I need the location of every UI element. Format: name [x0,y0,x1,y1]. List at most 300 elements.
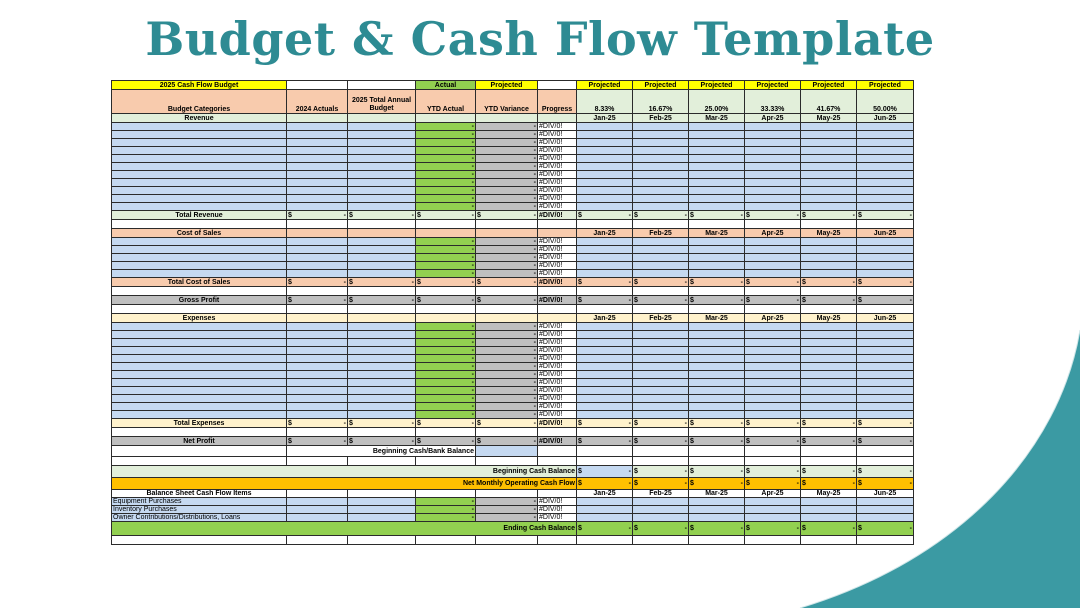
actuals-2024-input[interactable] [287,371,348,379]
empty-cell[interactable] [801,446,857,457]
month-input[interactable] [801,246,857,254]
month-input[interactable] [745,371,801,379]
month-input[interactable] [633,371,689,379]
month-input[interactable] [801,347,857,355]
actuals-2024-input[interactable] [287,195,348,203]
actuals-2024-input[interactable] [287,187,348,195]
revenue-category-input[interactable] [112,131,287,139]
empty-cell[interactable] [287,536,348,545]
empty-cell[interactable] [633,446,689,457]
header-blank[interactable] [348,490,416,498]
month-input[interactable] [857,363,914,371]
actuals-2024-input[interactable] [287,254,348,262]
month-input[interactable] [857,379,914,387]
empty-cell[interactable] [801,305,857,314]
month-input[interactable] [633,411,689,419]
empty-cell[interactable] [689,446,745,457]
annual-budget-input[interactable] [348,203,416,211]
expenses-category-input[interactable] [112,387,287,395]
month-input[interactable] [577,371,633,379]
header-blank[interactable] [476,314,538,323]
month-input[interactable] [689,403,745,411]
month-input[interactable] [633,246,689,254]
expenses-category-input[interactable] [112,371,287,379]
month-input[interactable] [857,171,914,179]
actuals-2024-input[interactable] [287,323,348,331]
month-input[interactable] [745,254,801,262]
empty-cell[interactable] [689,457,745,466]
empty-cell[interactable] [112,305,287,314]
month-input[interactable] [689,131,745,139]
empty-cell[interactable] [287,428,348,437]
month-input[interactable] [801,379,857,387]
empty-cell[interactable] [745,446,801,457]
header-blank[interactable] [538,490,577,498]
empty-cell[interactable] [801,428,857,437]
month-input[interactable] [689,355,745,363]
item-month-input[interactable] [745,514,801,522]
month-input[interactable] [857,387,914,395]
month-input[interactable] [577,171,633,179]
month-input[interactable] [857,355,914,363]
month-input[interactable] [857,395,914,403]
header-blank[interactable] [476,490,538,498]
expenses-category-input[interactable] [112,403,287,411]
month-input[interactable] [801,363,857,371]
empty-cell[interactable] [745,536,801,545]
month-input[interactable] [745,379,801,387]
empty-cell[interactable] [801,220,857,229]
month-input[interactable] [689,155,745,163]
actuals-2024-input[interactable] [287,347,348,355]
empty-cell[interactable] [348,457,416,466]
month-input[interactable] [633,331,689,339]
actuals-2024-input[interactable] [287,331,348,339]
month-input[interactable] [577,163,633,171]
empty-cell[interactable] [416,305,476,314]
month-input[interactable] [633,270,689,278]
expenses-category-input[interactable] [112,411,287,419]
month-input[interactable] [857,347,914,355]
month-input[interactable] [857,246,914,254]
month-input[interactable] [745,171,801,179]
empty-cell[interactable] [577,287,633,296]
month-input[interactable] [633,395,689,403]
empty-cell[interactable] [633,536,689,545]
empty-cell[interactable] [287,457,348,466]
revenue-category-input[interactable] [112,195,287,203]
month-input[interactable] [745,246,801,254]
annual-budget-input[interactable] [348,123,416,131]
empty-cell[interactable] [857,220,914,229]
month-input[interactable] [801,203,857,211]
month-input[interactable] [633,203,689,211]
empty-cell[interactable] [287,287,348,296]
header-blank[interactable] [348,114,416,123]
month-input[interactable] [857,131,914,139]
empty-cell[interactable] [538,428,577,437]
empty-cell[interactable] [689,287,745,296]
actuals-2024-input[interactable] [287,387,348,395]
month-input[interactable] [689,371,745,379]
month-input[interactable] [577,270,633,278]
month-input[interactable] [577,254,633,262]
actuals-2024-input[interactable] [287,270,348,278]
month-input[interactable] [801,403,857,411]
month-input[interactable] [801,323,857,331]
empty-cell[interactable] [538,287,577,296]
header-blank[interactable] [287,229,348,238]
month-input[interactable] [633,195,689,203]
annual-budget-input[interactable] [348,262,416,270]
expenses-category-input[interactable] [112,323,287,331]
actuals-2024-input[interactable] [287,163,348,171]
item-month-input[interactable] [745,506,801,514]
empty-cell[interactable] [538,220,577,229]
month-input[interactable] [577,339,633,347]
month-input[interactable] [801,139,857,147]
header-blank[interactable] [538,314,577,323]
month-input[interactable] [577,179,633,187]
empty-cell[interactable] [633,220,689,229]
month-input[interactable] [857,187,914,195]
month-input[interactable] [801,123,857,131]
month-input[interactable] [633,155,689,163]
month-input[interactable] [689,363,745,371]
annual-budget-input[interactable] [348,246,416,254]
annual-budget-input[interactable] [348,323,416,331]
month-input[interactable] [745,387,801,395]
month-input[interactable] [689,147,745,155]
empty-cell[interactable] [633,287,689,296]
month-input[interactable] [745,270,801,278]
empty-cell[interactable] [745,287,801,296]
actuals-2024-input[interactable] [287,395,348,403]
month-input[interactable] [577,195,633,203]
balance-sheet-item-label[interactable]: Equipment Purchases [112,498,287,506]
month-input[interactable] [689,246,745,254]
revenue-category-input[interactable] [112,155,287,163]
item-month-input[interactable] [801,498,857,506]
month-input[interactable] [801,395,857,403]
expenses-category-input[interactable] [112,379,287,387]
actuals-2024-input[interactable] [287,203,348,211]
item-month-input[interactable] [745,498,801,506]
actuals-2024-input[interactable] [287,171,348,179]
actuals-2024-input[interactable] [287,147,348,155]
empty-cell[interactable] [801,457,857,466]
header-blank[interactable] [476,114,538,123]
header-blank[interactable] [287,490,348,498]
month-input[interactable] [577,246,633,254]
item-month-input[interactable] [857,498,914,506]
annual-budget-input[interactable] [348,387,416,395]
empty-cell[interactable] [112,457,287,466]
month-input[interactable] [633,238,689,246]
header-blank[interactable] [538,229,577,238]
month-input[interactable] [577,403,633,411]
month-input[interactable] [745,155,801,163]
month-input[interactable] [689,411,745,419]
month-input[interactable] [633,179,689,187]
empty-cell[interactable] [112,220,287,229]
month-input[interactable] [857,262,914,270]
month-input[interactable] [633,163,689,171]
blank-cell[interactable] [348,81,416,90]
month-input[interactable] [745,179,801,187]
month-input[interactable] [745,203,801,211]
empty-cell[interactable] [633,457,689,466]
month-input[interactable] [577,203,633,211]
month-input[interactable] [857,195,914,203]
item-month-input[interactable] [801,514,857,522]
revenue-category-input[interactable] [112,163,287,171]
month-input[interactable] [801,411,857,419]
month-input[interactable] [633,131,689,139]
empty-cell[interactable] [348,428,416,437]
month-input[interactable] [689,323,745,331]
month-input[interactable] [745,339,801,347]
empty-cell[interactable] [577,457,633,466]
month-input[interactable] [745,131,801,139]
month-input[interactable] [633,387,689,395]
month-input[interactable] [801,270,857,278]
empty-cell[interactable] [745,428,801,437]
balance-sheet-item-label[interactable]: Inventory Purchases [112,506,287,514]
empty-cell[interactable] [476,536,538,545]
actuals-2024-input[interactable] [287,411,348,419]
annual-budget-input[interactable] [348,379,416,387]
month-input[interactable] [689,195,745,203]
blank-cell[interactable] [287,81,348,90]
month-input[interactable] [577,411,633,419]
month-input[interactable] [801,254,857,262]
month-input[interactable] [689,270,745,278]
month-input[interactable] [801,339,857,347]
item-2024-input[interactable] [287,506,348,514]
item-month-input[interactable] [801,506,857,514]
month-input[interactable] [801,155,857,163]
month-input[interactable] [633,323,689,331]
annual-budget-input[interactable] [348,355,416,363]
month-input[interactable] [689,123,745,131]
month-input[interactable] [577,155,633,163]
annual-budget-input[interactable] [348,371,416,379]
actuals-2024-input[interactable] [287,355,348,363]
month-input[interactable] [633,339,689,347]
month-input[interactable] [633,363,689,371]
month-input[interactable] [801,147,857,155]
item-2024-input[interactable] [287,514,348,522]
empty-cell[interactable] [348,305,416,314]
month-input[interactable] [745,238,801,246]
month-input[interactable] [577,131,633,139]
actuals-2024-input[interactable] [287,238,348,246]
empty-cell[interactable] [577,428,633,437]
month-input[interactable] [857,254,914,262]
header-blank[interactable] [416,314,476,323]
month-input[interactable] [857,323,914,331]
item-month-input[interactable] [633,506,689,514]
revenue-category-input[interactable] [112,187,287,195]
empty-cell[interactable] [577,220,633,229]
month-input[interactable] [577,331,633,339]
month-input[interactable] [745,331,801,339]
month-input[interactable] [801,387,857,395]
month-input[interactable] [633,123,689,131]
beginning-cash-bank-input[interactable] [476,446,538,457]
revenue-category-input[interactable] [112,147,287,155]
actuals-2024-input[interactable] [287,403,348,411]
item-month-input[interactable] [633,514,689,522]
header-blank[interactable] [476,229,538,238]
empty-cell[interactable] [745,305,801,314]
empty-cell[interactable] [857,536,914,545]
month-input[interactable] [577,262,633,270]
actuals-2024-input[interactable] [287,123,348,131]
month-input[interactable] [633,147,689,155]
actuals-2024-input[interactable] [287,363,348,371]
month-input[interactable] [801,355,857,363]
month-input[interactable] [857,155,914,163]
empty-cell[interactable] [857,457,914,466]
empty-cell[interactable] [476,305,538,314]
month-input[interactable] [801,195,857,203]
item-budget-input[interactable] [348,506,416,514]
annual-budget-input[interactable] [348,195,416,203]
empty-cell[interactable] [689,428,745,437]
month-input[interactable] [745,403,801,411]
month-input[interactable] [577,387,633,395]
month-input[interactable] [801,163,857,171]
item-budget-input[interactable] [348,514,416,522]
actuals-2024-input[interactable] [287,339,348,347]
month-input[interactable] [633,379,689,387]
empty-cell[interactable] [857,287,914,296]
month-input[interactable] [689,347,745,355]
month-input[interactable] [745,347,801,355]
annual-budget-input[interactable] [348,395,416,403]
month-input[interactable] [857,331,914,339]
empty-cell[interactable] [857,428,914,437]
month-input[interactable] [857,179,914,187]
month-input[interactable] [857,371,914,379]
header-blank[interactable] [287,314,348,323]
empty-cell[interactable] [633,305,689,314]
month-input[interactable] [633,262,689,270]
blank-cell[interactable] [538,81,577,90]
month-input[interactable] [745,195,801,203]
empty-cell[interactable] [689,305,745,314]
month-input[interactable] [633,403,689,411]
actuals-2024-input[interactable] [287,246,348,254]
actuals-2024-input[interactable] [287,139,348,147]
annual-budget-input[interactable] [348,254,416,262]
annual-budget-input[interactable] [348,331,416,339]
month-input[interactable] [745,163,801,171]
month-input[interactable] [801,238,857,246]
month-input[interactable] [633,347,689,355]
month-input[interactable] [689,203,745,211]
item-month-input[interactable] [689,498,745,506]
month-input[interactable] [689,171,745,179]
expenses-category-input[interactable] [112,363,287,371]
header-blank[interactable] [287,114,348,123]
month-input[interactable] [689,139,745,147]
expenses-category-input[interactable] [112,355,287,363]
empty-cell[interactable] [416,287,476,296]
item-month-input[interactable] [857,514,914,522]
annual-budget-input[interactable] [348,187,416,195]
empty-cell[interactable] [538,457,577,466]
item-month-input[interactable] [857,506,914,514]
month-input[interactable] [577,123,633,131]
empty-cell[interactable] [745,457,801,466]
header-blank[interactable] [416,229,476,238]
empty-cell[interactable] [538,305,577,314]
revenue-category-input[interactable] [112,179,287,187]
item-month-input[interactable] [689,514,745,522]
item-budget-input[interactable] [348,498,416,506]
empty-cell[interactable] [476,287,538,296]
month-input[interactable] [857,270,914,278]
actuals-2024-input[interactable] [287,155,348,163]
month-input[interactable] [689,379,745,387]
empty-cell[interactable] [348,220,416,229]
month-input[interactable] [577,147,633,155]
month-input[interactable] [745,187,801,195]
month-input[interactable] [857,123,914,131]
month-input[interactable] [689,262,745,270]
month-input[interactable] [577,395,633,403]
month-input[interactable] [745,262,801,270]
balance-sheet-item-label[interactable]: Owner Contributions/Distributions, Loans [112,514,287,522]
month-input[interactable] [857,403,914,411]
month-input[interactable] [577,323,633,331]
month-input[interactable] [633,187,689,195]
month-input[interactable] [801,171,857,179]
expenses-category-input[interactable] [112,339,287,347]
month-input[interactable] [577,363,633,371]
month-input[interactable] [857,411,914,419]
month-input[interactable] [801,131,857,139]
header-blank[interactable] [348,314,416,323]
month-input[interactable] [689,387,745,395]
month-input[interactable] [689,163,745,171]
annual-budget-input[interactable] [348,131,416,139]
month-input[interactable] [577,355,633,363]
item-month-input[interactable] [577,498,633,506]
month-input[interactable] [745,411,801,419]
month-input[interactable] [577,347,633,355]
month-input[interactable] [857,147,914,155]
month-input[interactable] [577,379,633,387]
empty-cell[interactable] [857,305,914,314]
month-input[interactable] [633,355,689,363]
empty-cell[interactable] [112,446,287,457]
actuals-2024-input[interactable] [287,179,348,187]
month-input[interactable] [857,203,914,211]
empty-cell[interactable] [416,457,476,466]
annual-budget-input[interactable] [348,347,416,355]
revenue-category-input[interactable] [112,171,287,179]
month-input[interactable] [577,139,633,147]
header-blank[interactable] [538,114,577,123]
annual-budget-input[interactable] [348,171,416,179]
month-input[interactable] [857,139,914,147]
actuals-2024-input[interactable] [287,262,348,270]
empty-cell[interactable] [112,287,287,296]
